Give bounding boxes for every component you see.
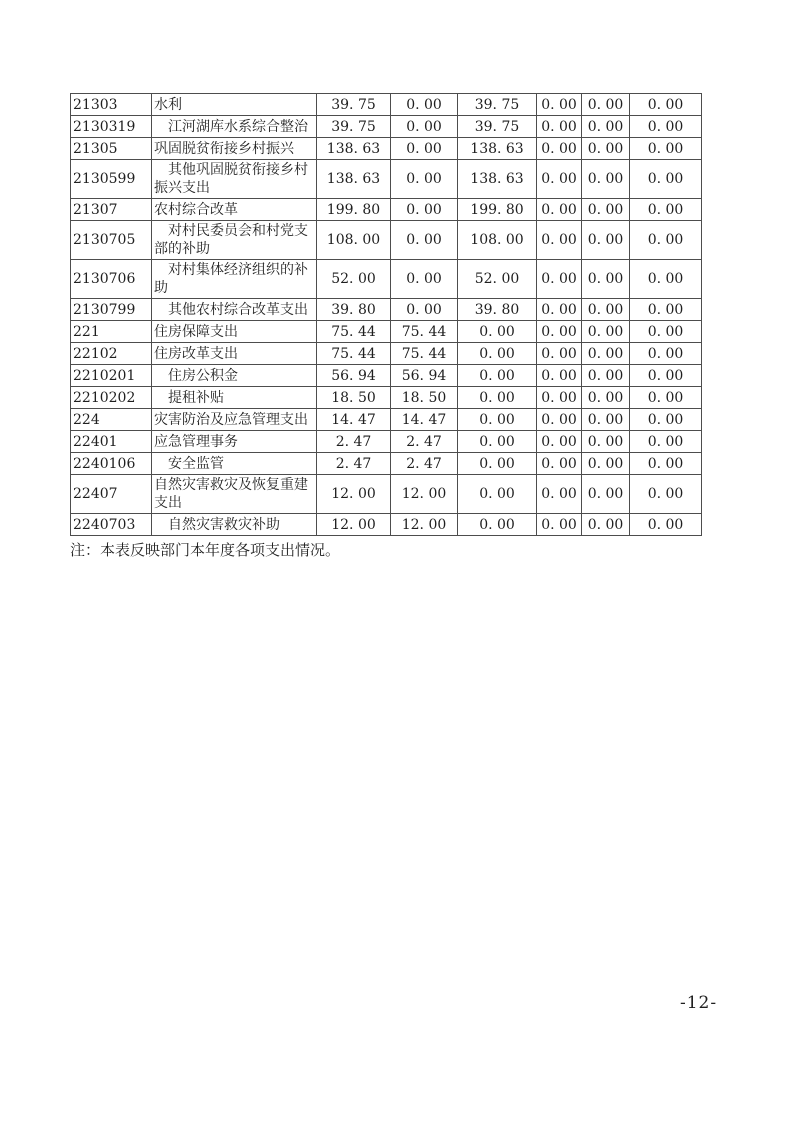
value-cell: 108. 00 [317,221,391,260]
value-cell: 2. 47 [317,453,391,475]
value-cell: 0. 00 [630,116,702,138]
code-cell: 21305 [71,138,152,160]
value-cell: 0. 00 [458,321,537,343]
value-cell: 0. 00 [630,299,702,321]
value-cell: 2. 47 [391,431,458,453]
value-cell: 0. 00 [630,475,702,514]
value-cell: 0. 00 [537,138,582,160]
table-section [70,93,701,559]
value-cell: 0. 00 [458,431,537,453]
value-cell: 0. 00 [630,138,702,160]
value-cell: 12. 00 [391,514,458,536]
code-cell: 2210202 [71,387,152,409]
value-cell: 0. 00 [537,387,582,409]
value-cell: 138. 63 [458,160,537,199]
value-cell: 0. 00 [537,343,582,365]
table-row [71,321,702,343]
value-cell: 0. 00 [458,365,537,387]
value-cell: 0. 00 [582,260,630,299]
value-cell: 0. 00 [582,409,630,431]
table-row [71,409,702,431]
value-cell: 0. 00 [458,514,537,536]
name-cell: 巩固脱贫衔接乡村振兴 [152,138,317,160]
value-cell: 0. 00 [630,431,702,453]
value-cell: 56. 94 [317,365,391,387]
table-row [71,431,702,453]
value-cell: 0. 00 [630,365,702,387]
value-cell: 0. 00 [537,453,582,475]
value-cell: 75. 44 [391,321,458,343]
value-cell: 0. 00 [582,321,630,343]
value-cell: 0. 00 [582,116,630,138]
value-cell: 0. 00 [537,409,582,431]
value-cell: 0. 00 [391,221,458,260]
value-cell: 0. 00 [630,321,702,343]
table-row [71,260,702,299]
value-cell: 0. 00 [582,365,630,387]
value-cell: 0. 00 [391,94,458,116]
code-cell: 21307 [71,199,152,221]
value-cell: 75. 44 [391,343,458,365]
value-cell: 0. 00 [537,514,582,536]
value-cell: 0. 00 [391,299,458,321]
value-cell: 0. 00 [537,160,582,199]
table-row [71,387,702,409]
name-cell: 自然灾害救灾及恢复重建支出 [152,475,317,514]
value-cell: 0. 00 [537,431,582,453]
table-row [71,514,702,536]
value-cell: 39. 80 [317,299,391,321]
table-row [71,343,702,365]
code-cell: 2240106 [71,453,152,475]
value-cell: 0. 00 [582,343,630,365]
value-cell: 2. 47 [391,453,458,475]
name-cell: 农村综合改革 [152,199,317,221]
value-cell: 0. 00 [582,475,630,514]
code-cell: 2240703 [71,514,152,536]
value-cell: 12. 00 [317,475,391,514]
table-row [71,116,702,138]
table-row [71,365,702,387]
value-cell: 0. 00 [630,343,702,365]
value-cell: 0. 00 [630,387,702,409]
value-cell: 0. 00 [630,260,702,299]
value-cell: 0. 00 [537,94,582,116]
value-cell: 199. 80 [317,199,391,221]
value-cell: 0. 00 [391,160,458,199]
value-cell: 39. 75 [317,94,391,116]
value-cell: 0. 00 [537,116,582,138]
name-cell: 其他巩固脱贫衔接乡村振兴支出 [152,160,317,199]
code-cell: 2130599 [71,160,152,199]
name-cell: 安全监管 [152,453,317,475]
name-cell: 江河湖库水系综合整治 [152,116,317,138]
name-cell: 其他农村综合改革支出 [152,299,317,321]
table-row [71,299,702,321]
value-cell: 12. 00 [391,475,458,514]
table-row [71,138,702,160]
value-cell: 0. 00 [582,94,630,116]
name-cell: 住房保障支出 [152,321,317,343]
value-cell: 108. 00 [458,221,537,260]
name-cell: 应急管理事务 [152,431,317,453]
value-cell: 75. 44 [317,343,391,365]
value-cell: 0. 00 [391,138,458,160]
name-cell: 水利 [152,94,317,116]
value-cell: 14. 47 [391,409,458,431]
value-cell: 0. 00 [582,138,630,160]
value-cell: 138. 63 [458,138,537,160]
table-row [71,94,702,116]
value-cell: 39. 80 [458,299,537,321]
code-cell: 22102 [71,343,152,365]
name-cell: 住房改革支出 [152,343,317,365]
table-row [71,221,702,260]
expenditure-table [70,93,702,536]
value-cell: 0. 00 [582,160,630,199]
value-cell: 0. 00 [537,260,582,299]
value-cell: 0. 00 [391,116,458,138]
value-cell: 0. 00 [630,160,702,199]
value-cell: 0. 00 [630,514,702,536]
value-cell: 14. 47 [317,409,391,431]
code-cell: 2210201 [71,365,152,387]
value-cell: 0. 00 [582,453,630,475]
value-cell: 138. 63 [317,160,391,199]
value-cell: 0. 00 [582,431,630,453]
code-cell: 224 [71,409,152,431]
value-cell: 0. 00 [630,453,702,475]
value-cell: 0. 00 [391,260,458,299]
code-cell: 2130799 [71,299,152,321]
name-cell: 住房公积金 [152,365,317,387]
name-cell: 自然灾害救灾补助 [152,514,317,536]
name-cell: 对村民委员会和村党支部的补助 [152,221,317,260]
code-cell: 221 [71,321,152,343]
value-cell: 39. 75 [317,116,391,138]
value-cell: 0. 00 [537,321,582,343]
value-cell: 52. 00 [317,260,391,299]
value-cell: 2. 47 [317,431,391,453]
table-note: 注：本表反映部门本年度各项支出情况。 [70,541,341,559]
value-cell: 56. 94 [391,365,458,387]
value-cell: 39. 75 [458,94,537,116]
value-cell: 75. 44 [317,321,391,343]
table-row [71,199,702,221]
value-cell: 0. 00 [630,221,702,260]
code-cell: 21303 [71,94,152,116]
value-cell: 0. 00 [630,409,702,431]
code-cell: 22407 [71,475,152,514]
value-cell: 0. 00 [582,221,630,260]
value-cell: 18. 50 [317,387,391,409]
code-cell: 22401 [71,431,152,453]
code-cell: 2130319 [71,116,152,138]
table-row [71,453,702,475]
table-row [71,475,702,514]
value-cell: 0. 00 [582,514,630,536]
value-cell: 0. 00 [537,299,582,321]
value-cell: 18. 50 [391,387,458,409]
value-cell: 0. 00 [582,387,630,409]
table-body [71,94,702,536]
value-cell: 0. 00 [630,94,702,116]
table-row [71,160,702,199]
value-cell: 0. 00 [537,365,582,387]
name-cell: 对村集体经济组织的补助 [152,260,317,299]
value-cell: 0. 00 [458,475,537,514]
value-cell: 0. 00 [391,199,458,221]
code-cell: 2130705 [71,221,152,260]
value-cell: 0. 00 [630,199,702,221]
value-cell: 12. 00 [317,514,391,536]
code-cell: 2130706 [71,260,152,299]
value-cell: 0. 00 [458,453,537,475]
value-cell: 199. 80 [458,199,537,221]
value-cell: 0. 00 [458,387,537,409]
page-number: -12- [680,993,718,1013]
value-cell: 0. 00 [537,199,582,221]
value-cell: 0. 00 [582,199,630,221]
value-cell: 138. 63 [317,138,391,160]
value-cell: 0. 00 [458,343,537,365]
name-cell: 灾害防治及应急管理支出 [152,409,317,431]
value-cell: 0. 00 [537,221,582,260]
value-cell: 0. 00 [458,409,537,431]
value-cell: 0. 00 [582,299,630,321]
value-cell: 39. 75 [458,116,537,138]
name-cell: 提租补贴 [152,387,317,409]
value-cell: 52. 00 [458,260,537,299]
value-cell: 0. 00 [537,475,582,514]
